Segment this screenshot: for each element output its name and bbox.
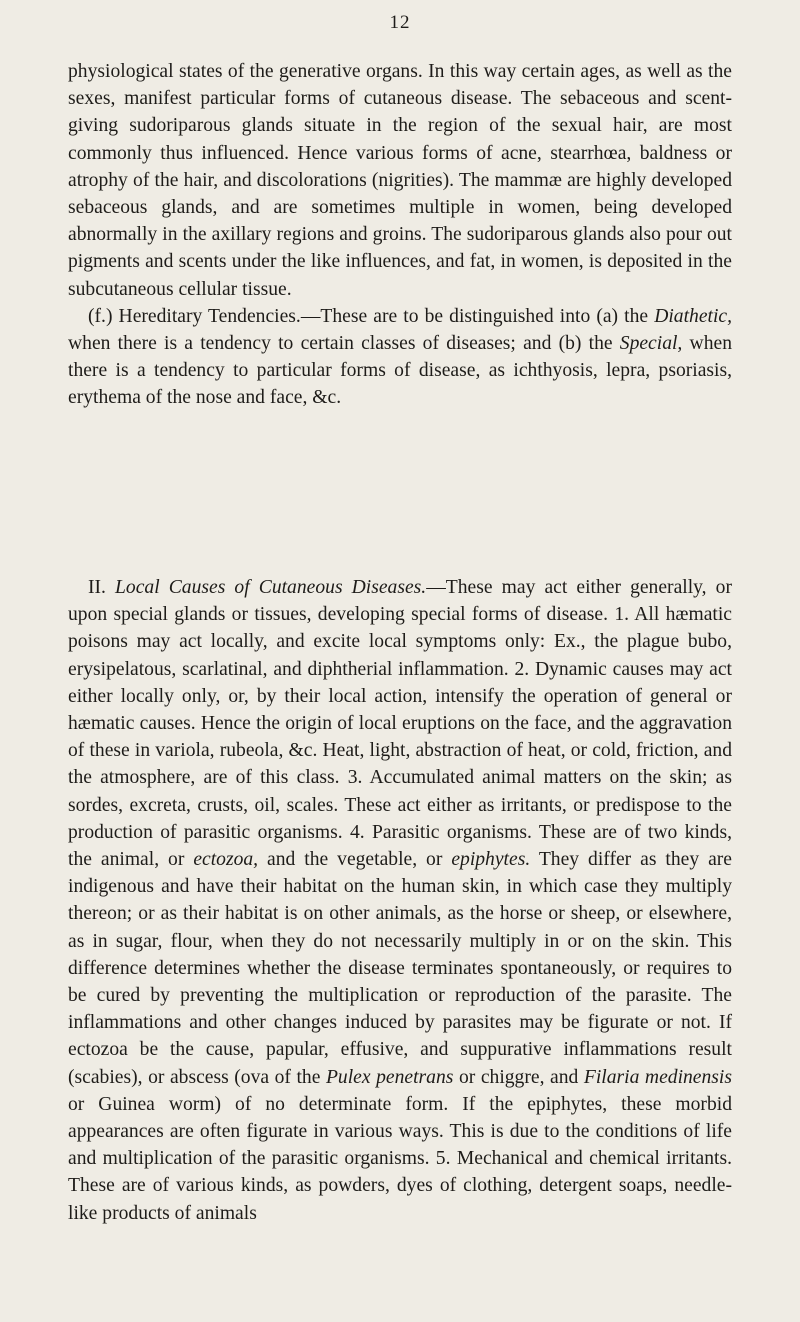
section-ii-text-2: and the vegetable, or [258,849,452,871]
special-term: Special, [619,333,683,355]
epiphytes-term: epiphytes. [451,849,531,871]
section-f-text-3: when there is a tendency to particular forms of disease, as ichthyosis, lepra, psoriasis, erythema of the nose and face, &c. [68,333,732,409]
page-number: 12 [389,12,411,33]
pulex-term: Pulex penetrans [325,1066,454,1088]
section-ii-text-5: or Guinea worm) of no determinate form. If the epiphytes, these morbid appearances are often figurate in various ways. This is due to the conditions of life and multiplication of the parasitic organisms. 5. Mechanical and chemical irritants. These are of various kinds, as powders, dyes of clothing, detergent soaps, needle-like products of animals [68,1093,732,1224]
upper-text-block [68,58,732,412]
filaria-term: Filaria medinensis [583,1066,732,1088]
section-ii-numeral: II. [88,577,116,598]
ectozoa-term: ectozoa, [193,849,259,871]
section-ii-text-4: or chiggre, and [453,1066,584,1088]
lower-text-block [68,574,732,1227]
section-f-text-2: when there is a tendency to certain classes of diseases; and (b) the [68,333,620,355]
section-f-text-1: —These are to be distinguished into (a) the [300,305,655,327]
opening-paragraph: physiological states of the generative organs. In this way certain ages, as well as the sexes, manifest particular forms of cutaneous disease. The sebaceous and scent-giving sudoriparous glands situate in the region of the sexual hair, are most commonly thus influenced. Hence various forms of acne, stearrhœa, baldness or atrophy of the hair, and discolorations (nigrities). The mammæ are highly developed sebaceous glands, and are sometimes multiple in women, being developed abnormally in the axillary regions and groins. The sudoriparous glands also pour out pigments and scents under the like influences, and fat, in women, is deposited in the subcutaneous cellular tissue. [68,61,732,300]
section-ii-text-1: —These may act either generally, or upon special glands or tissues, developing special forms of disease. 1. All hæmatic poisons may act locally, and excite local symptoms only: Ex., the plague bubo, erysipelatous, scarlatinal, and diphtherial inflammation. 2. Dynamic causes may act either locally only, or, by their local action, intensify the operation of general or hæmatic causes. Hence the origin of local eruptions on the face, and the aggravation of these in variola, rubeola, &c. Heat, light, abstraction of heat, or cold, friction, and the atmosphere, are of this class. 3. Accumulated animal matters on the skin; as sordes, excreta, crusts, oil, scales. These act either as irritants, or predispose to the production of parasitic organisms. 4. Parasitic organisms. These are of two kinds, the animal, or [68,577,732,871]
section-ii-text-3: They differ as they are indigenous and have their habitat on the human skin, in which case they multiply thereon; or as their habitat is on other animals, as the horse or sheep, or elsewhere, as in sugar, flour, when they do not necessarily multiply in or on the skin. This difference determines whether the disease terminates spontaneously, or requires to be cured by preventing the multiplication or reproduction of the parasite. The inflammations and other changes induced by parasites may be figurate or not. If ectozoa be the cause, papular, effusive, and suppurative inflammations result (scabies), or abscess (ova of the [68,849,732,1088]
local-causes-paragraph [68,574,732,1227]
hereditary-tendencies-paragraph [68,303,732,412]
diathetic-term: Diathetic, [654,305,732,327]
section-ii-title: Local Causes of Cutaneous Diseases. [115,577,427,598]
section-f-label: (f.) Hereditary Tendencies. [88,305,301,327]
